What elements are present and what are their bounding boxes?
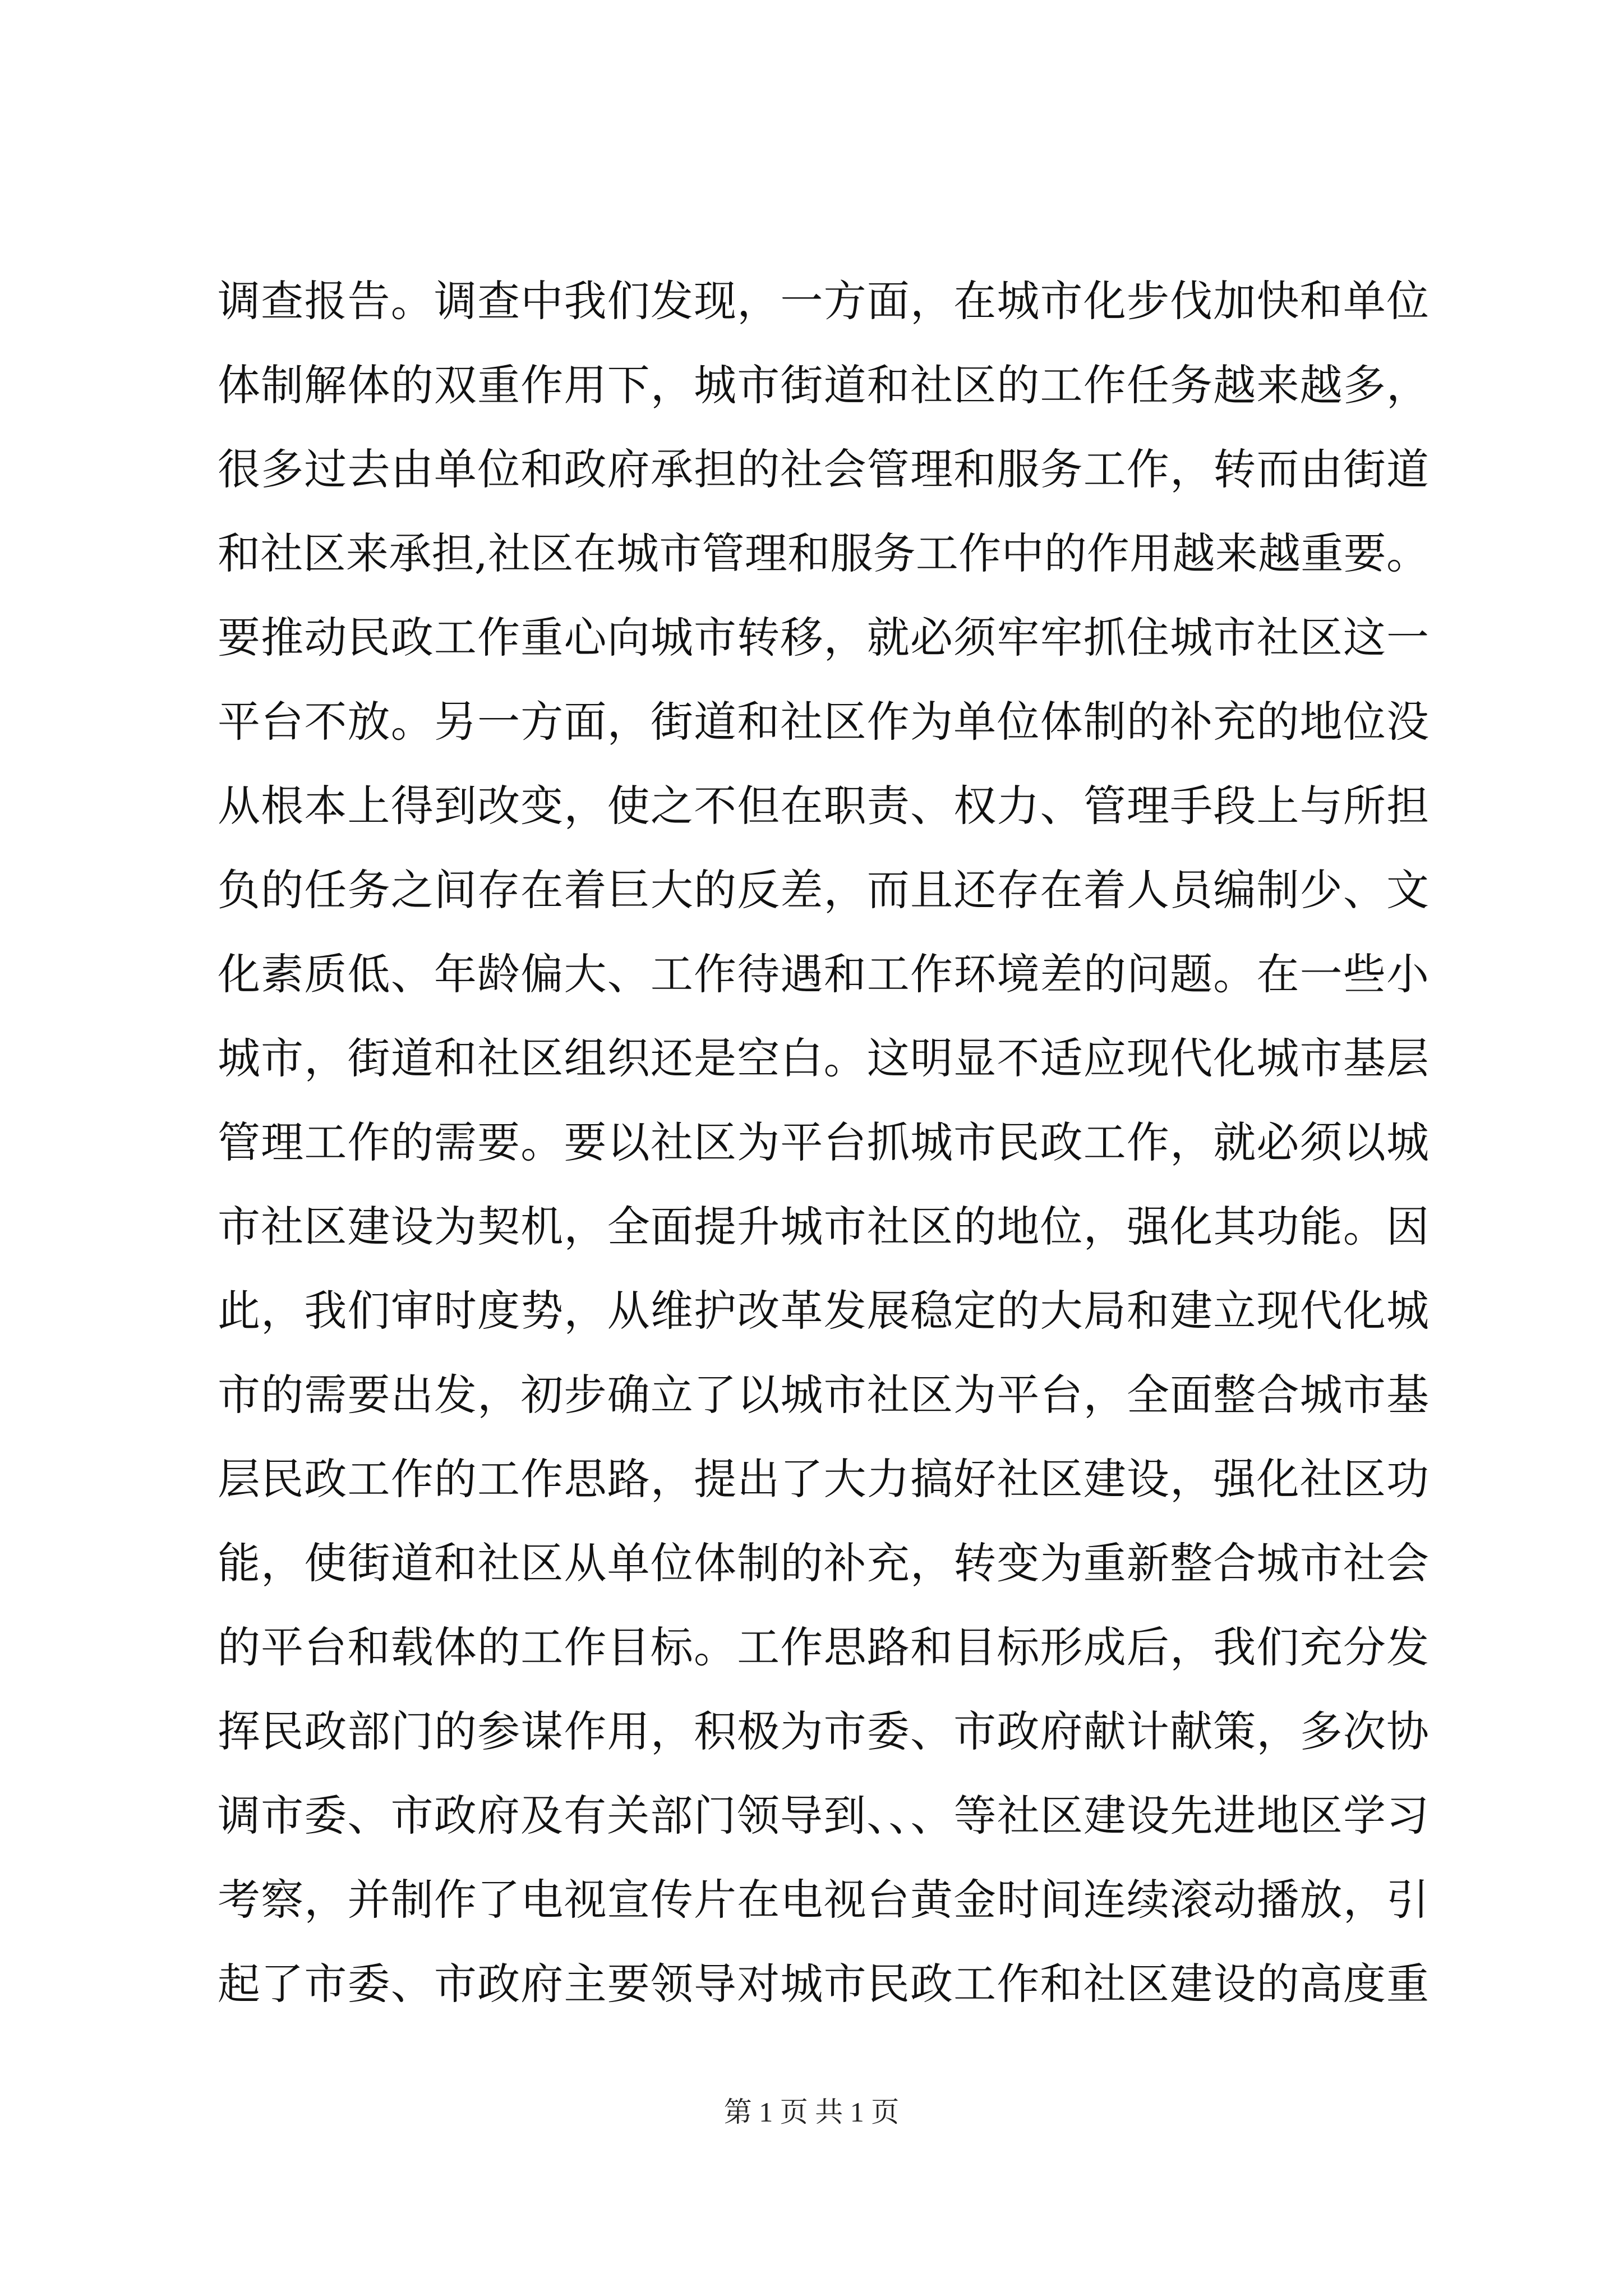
text-line: 负的任务之间存在着巨大的反差，而且还存在着人员编制少、文 bbox=[218, 865, 1429, 915]
page-number-footer: 第 1 页 共 1 页 bbox=[723, 2096, 900, 2128]
text-line: 和社区来承担,社区在城市管理和服务工作中的作用越来越重要。 bbox=[218, 528, 1429, 578]
text-line: 从根本上得到改变，使之不但在职责、权力、管理手段上与所担 bbox=[218, 781, 1429, 831]
text-line: 此，我们审时度势，从维护改革发展稳定的大局和建立现代化城 bbox=[218, 1286, 1429, 1336]
text-line: 管理工作的需要。要以社区为平台抓城市民政工作，就必须以城 bbox=[218, 1117, 1429, 1167]
text-line: 城市，街道和社区组织还是空白。这明显不适应现代化城市基层 bbox=[218, 1033, 1429, 1083]
text-line: 调查报告。调查中我们发现，一方面，在城市化步伐加快和单位 bbox=[218, 276, 1429, 326]
text-line: 很多过去由单位和政府承担的社会管理和服务工作，转而由街道 bbox=[218, 444, 1429, 494]
text-line: 层民政工作的工作思路，提出了大力搞好社区建设，强化社区功 bbox=[218, 1454, 1429, 1504]
text-line: 化素质低、年龄偏大、工作待遇和工作环境差的问题。在一些小 bbox=[218, 949, 1429, 999]
text-line: 的平台和载体的工作目标。工作思路和目标形成后，我们充分发 bbox=[218, 1622, 1429, 1672]
text-line: 市的需要出发，初步确立了以城市社区为平台，全面整合城市基 bbox=[218, 1370, 1429, 1420]
body-paragraph bbox=[218, 259, 1429, 2026]
text-line: 体制解体的双重作用下，城市街道和社区的工作任务越来越多， bbox=[218, 360, 1429, 410]
text-line: 挥民政部门的参谋作用，积极为市委、市政府献计献策，多次协 bbox=[218, 1706, 1429, 1756]
text-line: 起了市委、市政府主要领导对城市民政工作和社区建设的高度重 bbox=[218, 1959, 1429, 2009]
text-line: 平台不放。另一方面，街道和社区作为单位体制的补充的地位没 bbox=[218, 697, 1429, 747]
text-line: 调市委、市政府及有关部门领导到、、、等社区建设先进地区学习 bbox=[218, 1791, 1429, 1841]
text-line: 市社区建设为契机，全面提升城市社区的地位，强化其功能。因 bbox=[218, 1202, 1429, 1251]
text-line: 能，使街道和社区从单位体制的补充，转变为重新整合城市社会 bbox=[218, 1538, 1429, 1588]
text-line: 要推动民政工作重心向城市转移，就必须牢牢抓住城市社区这一 bbox=[218, 613, 1429, 662]
text-line: 考察，并制作了电视宣传片在电视台黄金时间连续滚动播放，引 bbox=[218, 1875, 1429, 1925]
